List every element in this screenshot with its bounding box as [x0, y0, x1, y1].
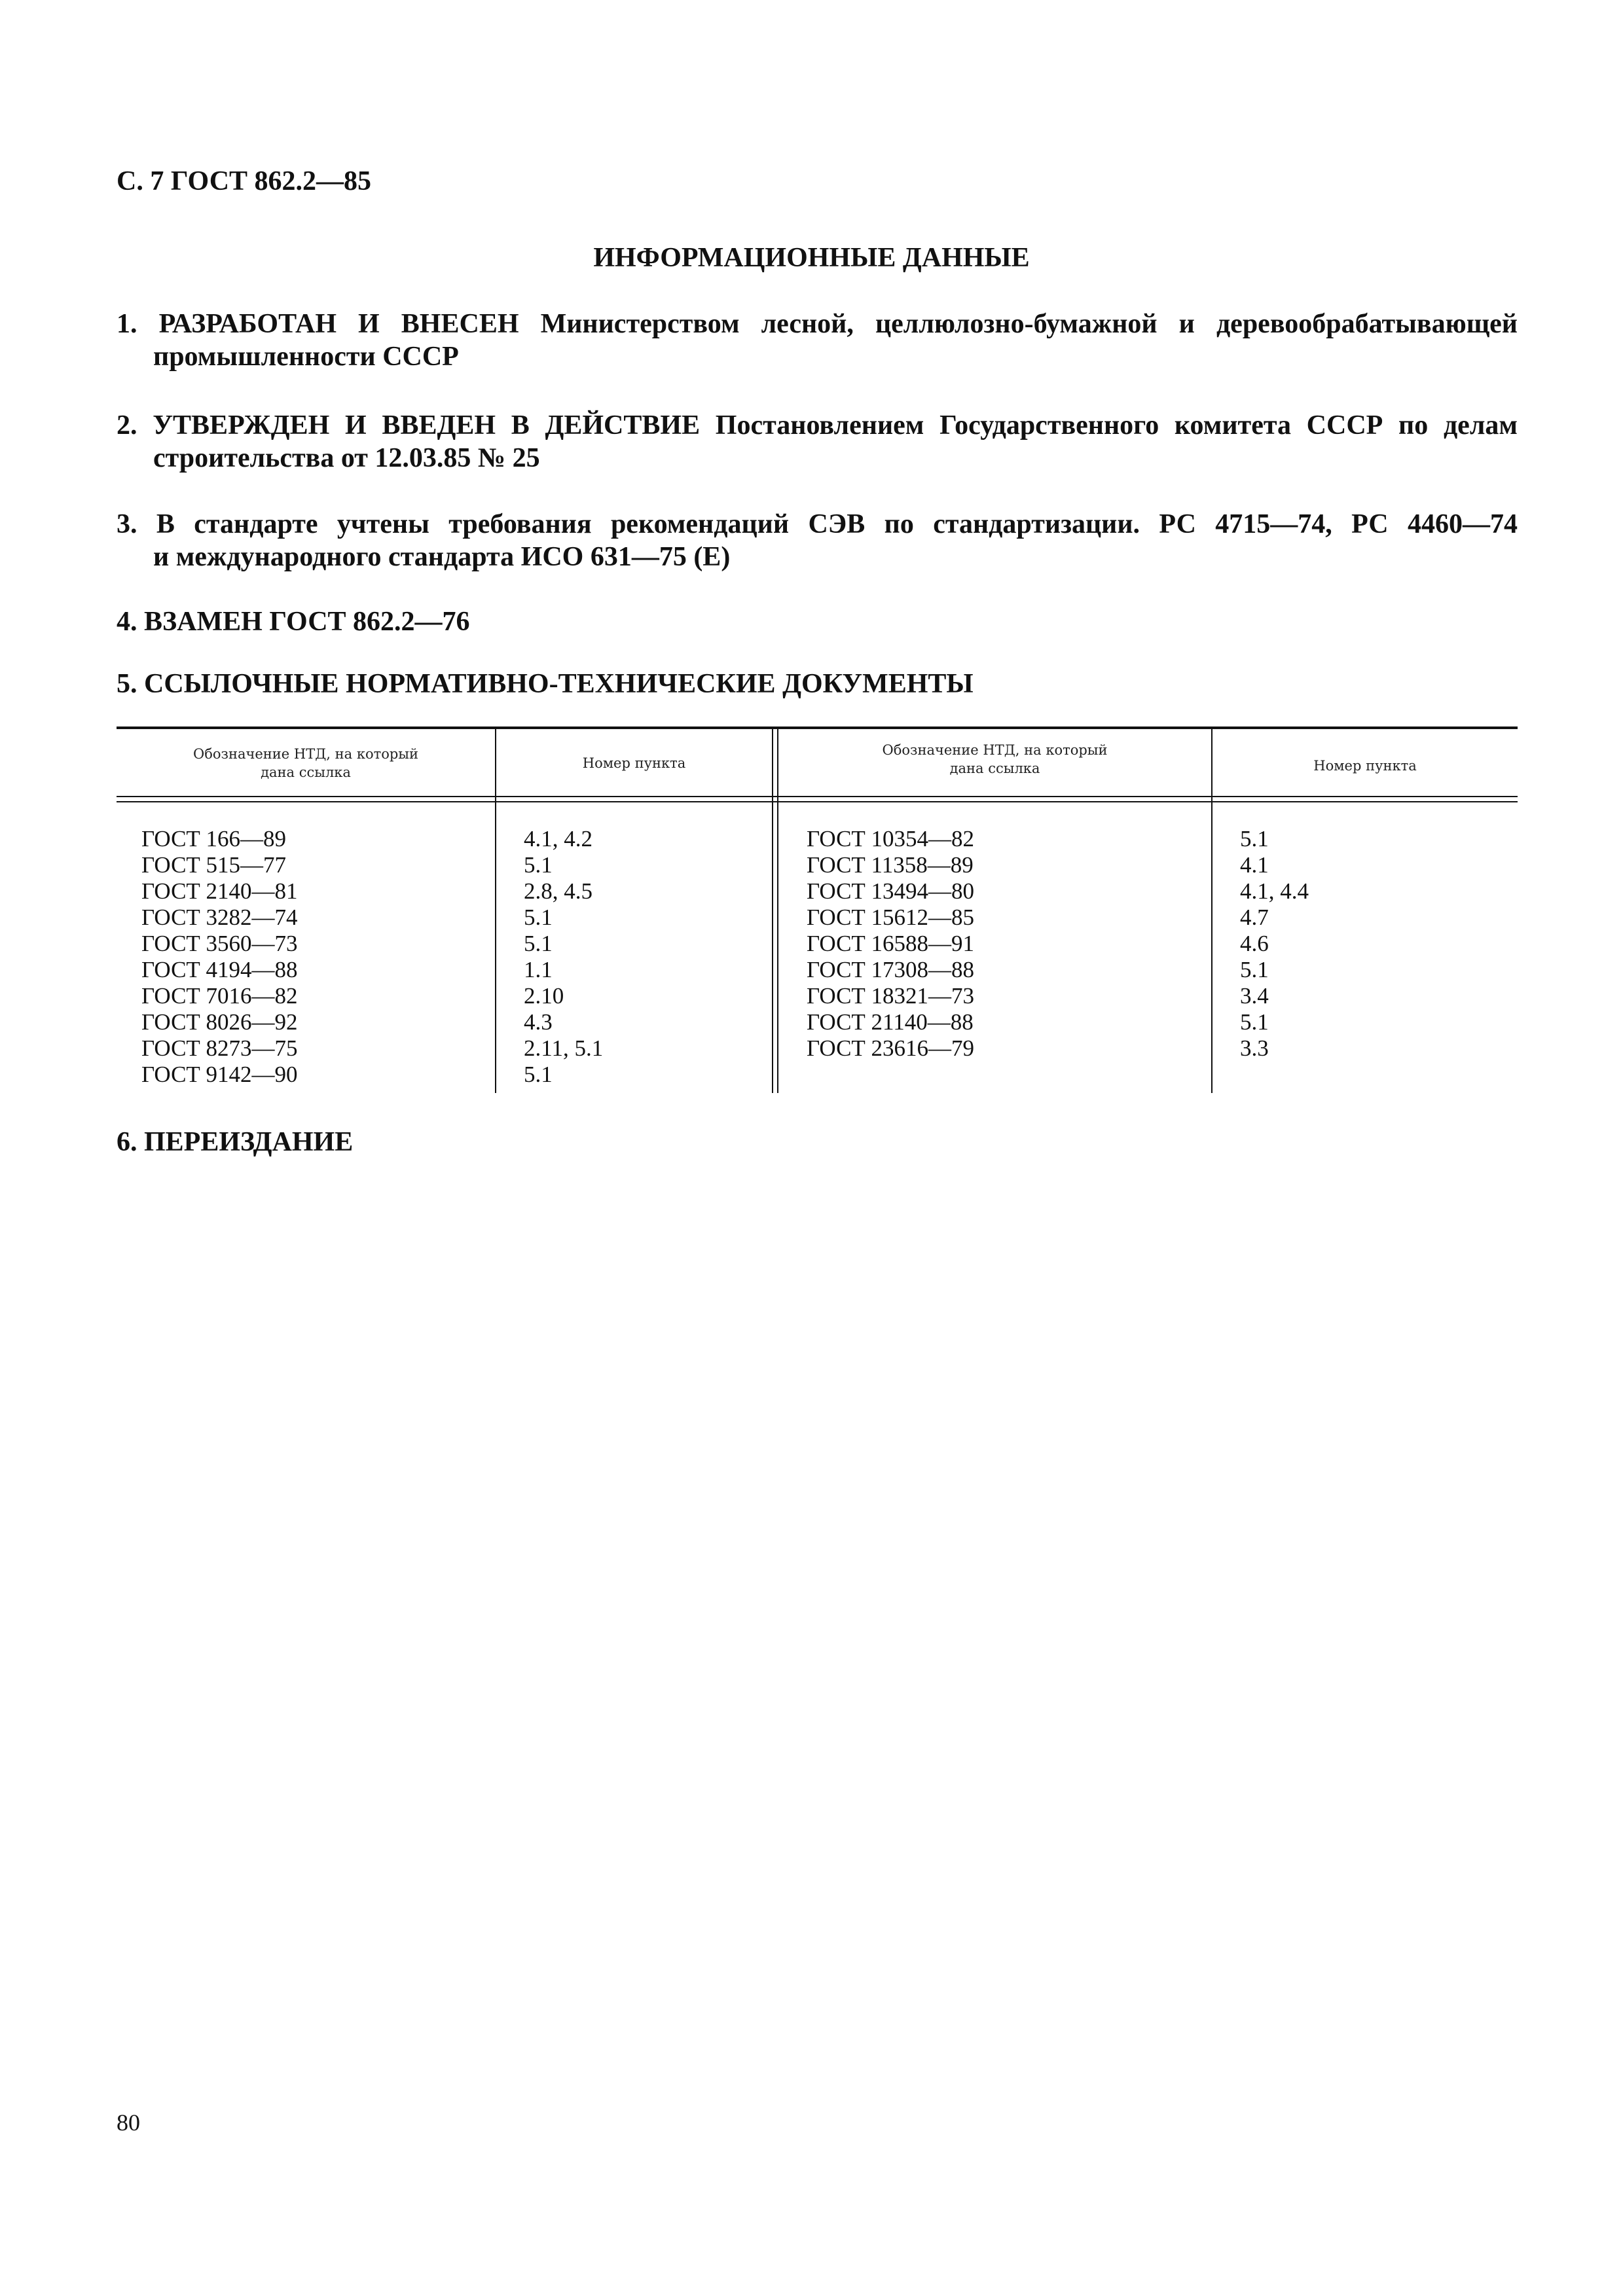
- table-cell: ГОСТ 21140—88: [807, 1009, 974, 1035]
- table-cell: ГОСТ 515—77: [141, 852, 287, 878]
- table-cell: 5.1: [1240, 1009, 1269, 1035]
- table-cell: ГОСТ 11358—89: [807, 852, 974, 878]
- table-cell: 2.8, 4.5: [524, 878, 593, 904]
- info-item-requirements: [117, 508, 1518, 573]
- header-text: Обозначение НТД, на который: [193, 746, 418, 762]
- header-text: Обозначение НТД, на который: [882, 742, 1108, 758]
- table-cell: ГОСТ 8026—92: [141, 1009, 298, 1035]
- col-point-left: [524, 826, 603, 1088]
- reference-table: [117, 726, 1518, 1093]
- info-item-text: 6. ПЕРЕИЗДАНИЕ: [117, 1127, 354, 1157]
- col-doc-right: [807, 826, 974, 1062]
- table-cell: ГОСТ 3282—74: [141, 905, 298, 930]
- header-text: дана ссылка: [949, 761, 1040, 776]
- col-point-right: [1240, 826, 1309, 1062]
- table-cell: 4.7: [1240, 905, 1269, 930]
- info-item-text-cont: и международного стандарта ИСО 631—75 (Е): [153, 542, 731, 572]
- header-doc-left: [117, 745, 495, 781]
- table-cell: 4.1, 4.4: [1240, 878, 1309, 904]
- table-cell: ГОСТ 13494—80: [807, 878, 975, 904]
- table-cell: 3.3: [1240, 1035, 1269, 1061]
- table-cell: 5.1: [1240, 826, 1269, 852]
- page-header: С. 7 ГОСТ 862.2—85: [117, 166, 372, 196]
- table-cell: 2.10: [524, 983, 564, 1009]
- table-cell: 5.1: [524, 905, 553, 930]
- table-cell: ГОСТ 10354—82: [807, 826, 975, 852]
- table-cell: ГОСТ 166—89: [141, 826, 287, 852]
- section-title: ИНФОРМАЦИОННЫЕ ДАННЫЕ: [593, 243, 1030, 273]
- table-cell: ГОСТ 16588—91: [807, 931, 975, 956]
- table-cell: 3.4: [1240, 983, 1269, 1009]
- info-item-reissue: [117, 1126, 1518, 1158]
- info-item-text: 3. В стандарте учтены требования рекомендаций СЭВ по стандартизации. РС 4715—74, РС 4460—74: [117, 509, 1518, 539]
- col-doc-left: [141, 826, 298, 1088]
- table-cell: ГОСТ 15612—85: [807, 905, 975, 930]
- header-point-right: Номер пункта: [1313, 758, 1417, 774]
- info-item-references: [117, 668, 1518, 700]
- table-cell: ГОСТ 2140—81: [141, 878, 298, 904]
- table-cell: 1.1: [524, 957, 553, 982]
- table-cell: ГОСТ 7016—82: [141, 983, 298, 1009]
- column-divider: [1211, 729, 1213, 1093]
- info-item-developed: [117, 308, 1518, 373]
- table-cell: ГОСТ 9142—90: [141, 1062, 298, 1087]
- table-cell: 5.1: [524, 1062, 553, 1087]
- column-divider: [772, 729, 773, 1093]
- table-cell: 4.1, 4.2: [524, 826, 593, 852]
- info-item-text-cont: строительства от 12.03.85 № 25: [153, 443, 540, 473]
- table-header-rule: [117, 796, 1518, 797]
- table-cell: 5.1: [524, 931, 553, 956]
- table-cell: 4.1: [1240, 852, 1269, 878]
- info-item-text: 1. РАЗРАБОТАН И ВНЕСЕН Министерством лесной, целлюлозно-бумажной и деревообрабатывающей: [117, 309, 1518, 339]
- table-cell: ГОСТ 18321—73: [807, 983, 975, 1009]
- info-item-text: 2. УТВЕРЖДЕН И ВВЕДЕН В ДЕЙСТВИЕ Постановлением Государственного комитета СССР по делам: [117, 410, 1518, 440]
- table-cell: 5.1: [524, 852, 553, 878]
- page-number: 80: [117, 2109, 140, 2136]
- info-item-text: 4. ВЗАМЕН ГОСТ 862.2—76: [117, 607, 470, 637]
- table-cell: 5.1: [1240, 957, 1269, 982]
- table-top-rule: [117, 726, 1518, 729]
- column-divider: [777, 729, 778, 1093]
- table-cell: 2.11, 5.1: [524, 1035, 604, 1061]
- info-item-approved: [117, 409, 1518, 475]
- column-divider: [495, 729, 496, 1093]
- table-cell: 4.6: [1240, 931, 1269, 956]
- header-point-left: Номер пункта: [582, 755, 686, 771]
- table-cell: ГОСТ 17308—88: [807, 957, 975, 982]
- table-cell: 4.3: [524, 1009, 553, 1035]
- table-cell: ГОСТ 8273—75: [141, 1035, 298, 1061]
- header-text: дана ссылка: [261, 764, 351, 780]
- table-cell: ГОСТ 4194—88: [141, 957, 298, 982]
- header-doc-right: [778, 741, 1211, 778]
- table-header-rule: [117, 801, 1518, 802]
- info-item-text: 5. ССЫЛОЧНЫЕ НОРМАТИВНО-ТЕХНИЧЕСКИЕ ДОКУМЕНТЫ: [117, 669, 974, 699]
- info-item-replaces: [117, 605, 1518, 638]
- table-cell: ГОСТ 3560—73: [141, 931, 298, 956]
- info-item-text-cont: промышленности СССР: [153, 342, 459, 372]
- table-cell: ГОСТ 23616—79: [807, 1035, 975, 1061]
